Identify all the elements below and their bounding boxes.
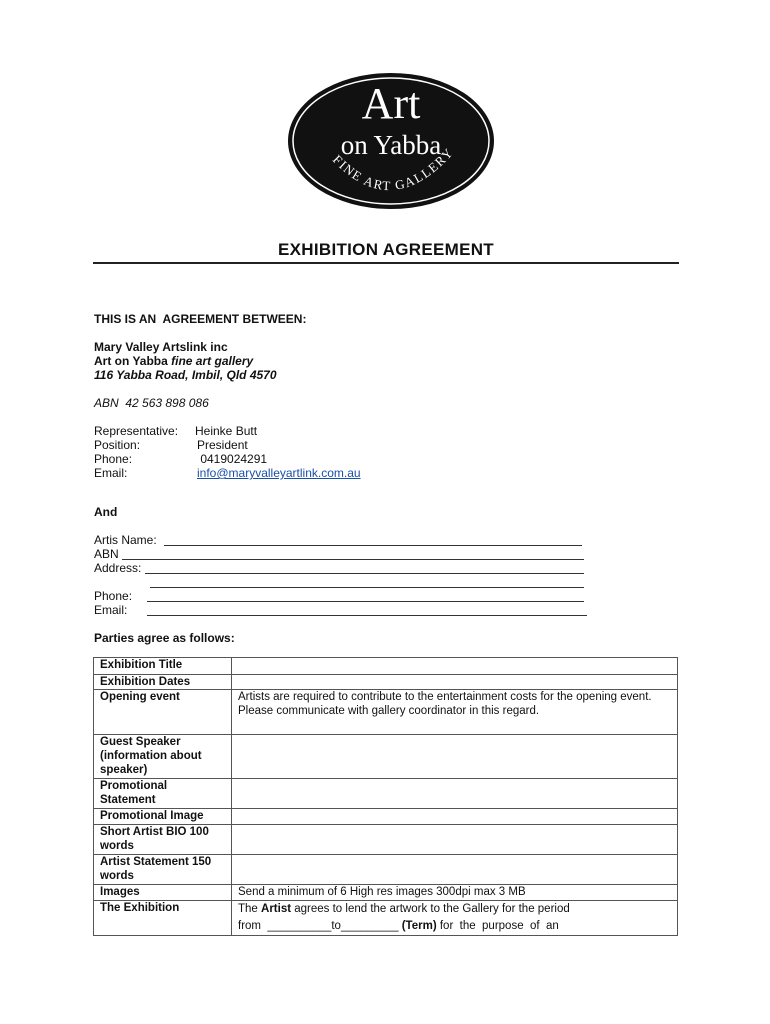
row-key: Promotional Image [94,809,232,825]
and-label: And [94,505,118,519]
table-row [94,855,678,885]
gallery-name: Art on Yabba fine art gallery [94,354,254,368]
org-address: 116 Yabba Road, Imbil, Qld 4570 [94,368,277,382]
page-title: EXHIBITION AGREEMENT [278,240,494,259]
row-key: Opening event [94,690,232,735]
artist-name-label: Artis Name: [94,533,157,547]
row-value[interactable] [232,735,678,779]
logo-fine-art-gallery-text: FINE ART GALLERY [329,144,457,194]
table-row [94,690,678,735]
position-label: Position: [94,438,141,452]
representative-value: Heinke Butt [195,424,258,438]
artist-email-label: Email: [94,603,128,617]
org-name: Mary Valley Artslink inc [94,340,228,354]
artist-abn-line[interactable] [122,559,584,560]
table-row [94,675,678,690]
artist-phone-line[interactable] [147,601,584,602]
artist-name-line[interactable] [164,545,582,546]
email-label: Email: [94,466,128,480]
email-link[interactable]: info@maryvalleyartlink.com.au [197,466,361,480]
artist-address-label: Address: [94,561,142,575]
row-key: Promotional Statement [94,779,232,809]
artist-email-line[interactable] [147,615,587,616]
exhibition-terms: The Artist agrees to lend the artwork to the Gallery for the period from __________to_________ (Term) for the purpose of an [232,901,678,936]
table-row [94,735,678,779]
row-value[interactable] [232,675,678,690]
org-abn: ABN 42 563 898 086 [94,396,209,410]
row-key: Artist Statement 150 words [94,855,232,885]
phone-label: Phone: [94,452,133,466]
gallery-logo [287,72,495,210]
row-key: Exhibition Dates [94,675,232,690]
row-value: Send a minimum of 6 High res images 300dpi max 3 MB [232,885,678,901]
logo-onyabba-text: on Yabba [340,130,442,160]
row-value[interactable] [232,658,678,675]
title-divider [93,262,679,264]
table-row [94,809,678,825]
row-value[interactable] [232,855,678,885]
table-row [94,779,678,809]
row-key: Exhibition Title [94,658,232,675]
position-value: President [197,438,248,452]
row-value[interactable] [232,779,678,809]
table-row [94,885,678,901]
row-value[interactable] [232,825,678,855]
row-key: Images [94,885,232,901]
artist-abn-label: ABN [94,547,119,561]
table-row [94,825,678,855]
agreement-intro: THIS IS AN AGREEMENT BETWEEN: [94,312,307,326]
table-row [94,901,678,936]
exhibition-details-table [93,657,678,936]
row-key: The Exhibition [94,901,232,936]
table-row [94,658,678,675]
artist-address-line[interactable] [145,573,584,574]
parties-agree-heading: Parties agree as follows: [94,631,235,645]
row-key: Short Artist BIO 100 words [94,825,232,855]
row-value: Artists are required to contribute to the entertainment costs for the opening event. Please communicate with gallery coordinator in this regard. [232,690,678,735]
logo-art-text: Art [361,79,421,128]
row-key: Guest Speaker (information about speaker) [94,735,232,779]
phone-value: 0419024291 [197,452,268,466]
artist-phone-label: Phone: [94,589,133,603]
representative-label: Representative: [94,424,179,438]
artist-address-line-2[interactable] [150,587,584,588]
row-value[interactable] [232,809,678,825]
